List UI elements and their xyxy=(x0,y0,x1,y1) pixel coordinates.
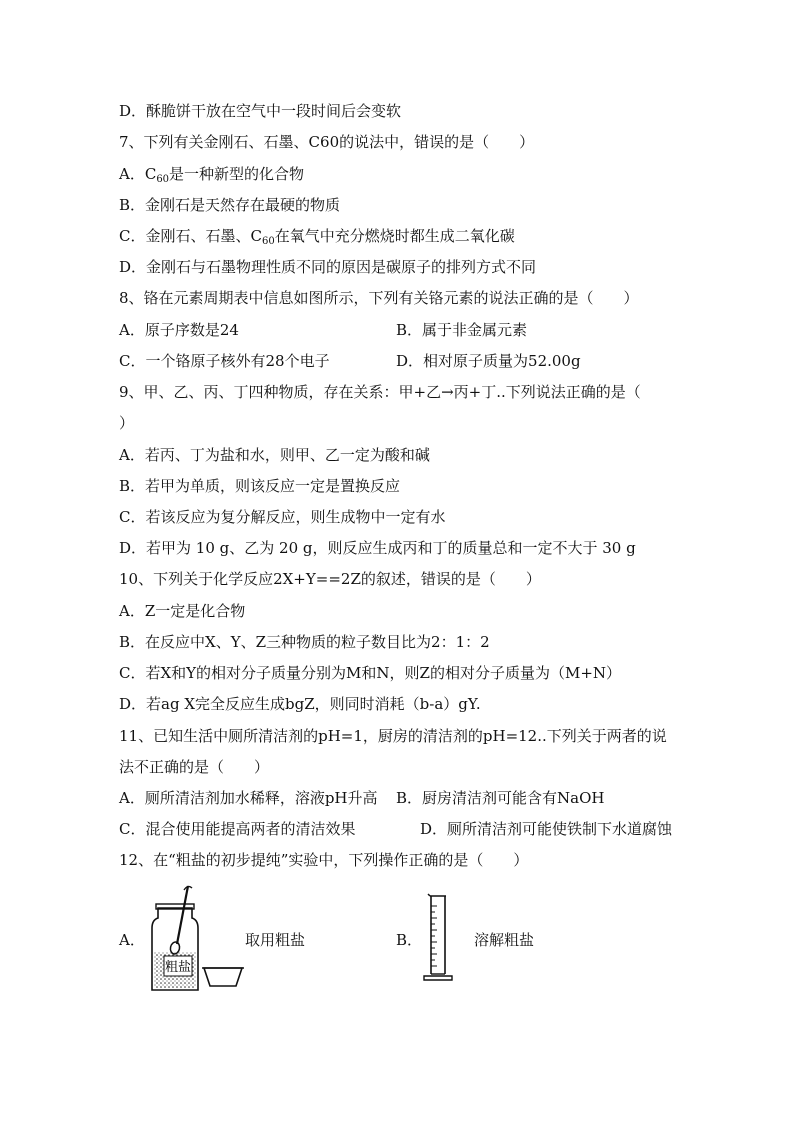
option-10d: D．若ag X完全反应生成bgZ，则同时消耗（b-a）gY. xyxy=(119,695,481,713)
jar-label-text: 粗盐 xyxy=(164,960,192,975)
option-7c: C．金刚石、石墨、$C_{60}$在氧气中充分燃烧时都生成二氧化碳 xyxy=(119,227,515,247)
question-11: 11、已知生活中厕所清洁剂的pH=1，厨房的清洁剂的pH=12..下列关于两者的说 xyxy=(119,727,667,745)
graduated-cylinder-figure xyxy=(420,892,460,988)
option-row-8ab xyxy=(119,320,239,340)
question-9: 9、甲、乙、丙、丁四种物质，存在关系：甲+乙→丙+丁..下列说法正确的是（ xyxy=(119,383,641,401)
option-7b: B．金刚石是天然存在最硬的物质 xyxy=(119,196,341,214)
figure-b-letter: B． xyxy=(396,931,423,949)
option-6d: D．酥脆饼干放在空气中一段时间后会变软 xyxy=(119,102,402,120)
graduation-marks xyxy=(431,906,437,966)
option-11a: A．厕所清洁剂加水稀释，溶液pH升高 xyxy=(119,789,378,807)
option-11d: D．厕所清洁剂可能使铁制下水道腐蚀 xyxy=(420,820,673,838)
question-12: 12、在“粗盐的初步提纯”实验中，下列操作正确的是（ ） xyxy=(119,851,529,869)
cylinder-base xyxy=(424,976,452,980)
figure-a-caption: 取用粗盐 xyxy=(245,931,306,949)
option-8d: D．相对原子质量为52.00g xyxy=(396,352,581,370)
option-7a: A．$C_{60}$是一种新型的化合物 xyxy=(119,165,305,185)
option-9d: D．若甲为 10 g、乙为 20 g，则反应生成丙和丁的质量总和一定不大于 30 g xyxy=(119,539,636,557)
figure-b-caption: 溶解粗盐 xyxy=(474,931,535,949)
question-10: 10、下列关于化学反应2X+Y==2Z的叙述，错误的是（ ） xyxy=(119,570,541,588)
cylinder-body xyxy=(431,896,445,974)
reagent-jar-figure xyxy=(140,882,250,994)
option-10a: A．Z一定是化合物 xyxy=(119,602,246,620)
question-8: 8、铬在元素周期表中信息如图所示，下列有关铬元素的说法正确的是（ ） xyxy=(119,289,639,307)
option-10b: B．在反应中X、Y、Z三种物质的粒子数目比为2：1：2 xyxy=(119,633,490,651)
option-11b: B．厨房清洁剂可能含有NaOH xyxy=(396,789,605,807)
option-9c: C．若该反应为复分解反应，则生成物中一定有水 xyxy=(119,508,446,526)
figure-a-letter: A． xyxy=(119,931,145,949)
evaporating-dish xyxy=(204,968,242,986)
option-8a: A．原子序数是24 xyxy=(119,321,239,339)
question-9-cont: ） xyxy=(119,414,135,432)
option-8b: B．属于非金属元素 xyxy=(396,321,528,339)
option-10c: C．若X和Y的相对分子质量分别为M和N，则Z的相对分子质量为（M+N） xyxy=(119,664,622,682)
question-11-cont: 法不正确的是（ ） xyxy=(119,758,270,776)
option-9a: A．若丙、丁为盐和水，则甲、乙一定为酸和碱 xyxy=(119,446,430,464)
option-7d: D．金刚石与石墨物理性质不同的原因是碳原子的排列方式不同 xyxy=(119,258,537,276)
option-9b: B．若甲为单质，则该反应一定是置换反应 xyxy=(119,477,401,495)
option-11c: C．混合使用能提高两者的清洁效果 xyxy=(119,820,356,838)
option-8c: C．一个铬原子核外有28个电子 xyxy=(119,352,330,370)
spoon-handle xyxy=(177,886,188,944)
question-7: 7、下列有关金刚石、石墨、C60的说法中，错误的是（ ） xyxy=(119,133,535,151)
